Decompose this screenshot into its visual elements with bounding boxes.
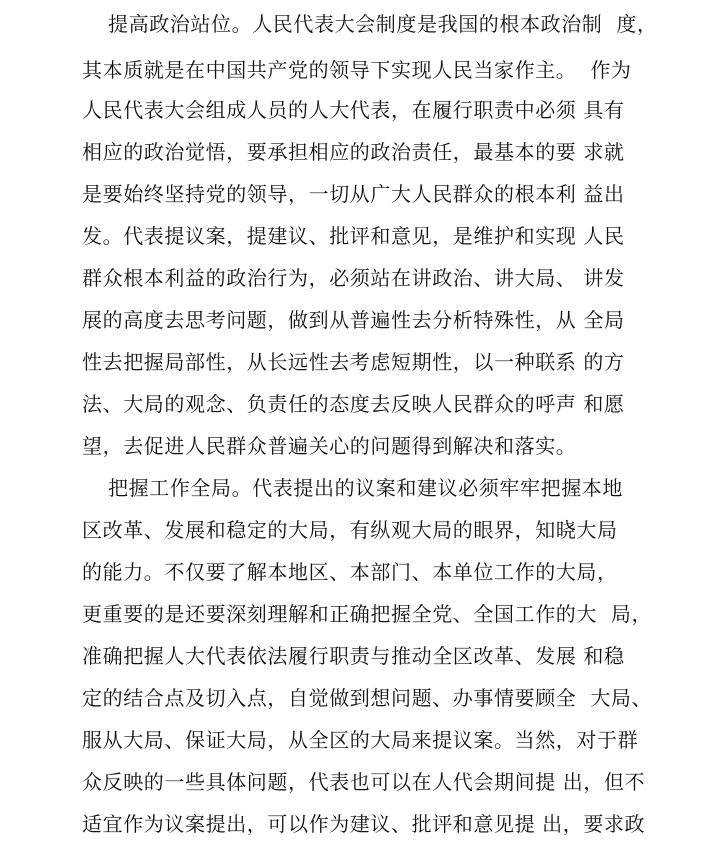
paragraph-2-line-3: 的能力。不仅要了解本地区、本部门、本单位工作的大局， <box>82 560 618 584</box>
paragraph-2-line-7: 服从大局、保证大局，从全区的大局来提议案。当然，对于群 <box>82 728 639 752</box>
paragraph-1-line-1: 提高政治站位。人民代表大会制度是我国的根本政治制 度， <box>108 12 658 36</box>
paragraph-2-line-6: 定的结合点及切入点，自觉做到想问题、办事情要顾全 大局、 <box>82 686 653 710</box>
paragraph-2-line-5: 准确把握人大代表依法履行职责与推动全区改革、发展 和稳 <box>82 644 625 668</box>
paragraph-1-line-5: 是要始终坚持党的领导，一切从广大人民群众的根本利 益出 <box>82 182 625 206</box>
paragraph-2-line-8: 众反映的一些具体问题，代表也可以在人代会期间提 出，但不 <box>82 770 646 794</box>
paragraph-1-line-4: 相应的政治觉悟，要承担相应的政治责任，最基本的要 求就 <box>82 140 625 164</box>
paragraph-1-line-2: 其本质就是在中国共产党的领导下实现人民当家作主。 作为 <box>82 58 632 82</box>
paragraph-1-line-7: 群众根本利益的政治行为，必须站在讲政治、讲大局、 讲发 <box>82 266 625 290</box>
paragraph-2-line-9: 适宜作为议案提出，可以作为建议、批评和意见提 出，要求政 <box>82 812 646 836</box>
paragraph-1-line-9: 性去把握局部性，从长远性去考虑短期性，以一种联系 的方 <box>82 350 625 374</box>
paragraph-1-line-8: 展的高度去思考问题，做到从普遍性去分析特殊性，从 全局 <box>82 308 625 332</box>
paragraph-1-line-3: 人民代表大会组成人员的人大代表，在履行职责中必须 具有 <box>82 98 625 122</box>
paragraph-1-line-11: 望，去促进人民群众普遍关心的问题得到解决和落实。 <box>82 434 577 458</box>
paragraph-1-line-6: 发。代表提议案，提建议、批评和意见，是维护和实现 人民 <box>82 224 625 248</box>
paragraph-2-line-1: 把握工作全局。代表提出的议案和建议必须牢牢把握本地 <box>108 476 623 500</box>
paragraph-2-line-4: 更重要的是还要深刻理解和正确把握全党、全国工作的大 局， <box>82 602 653 626</box>
paragraph-2-line-2: 区改革、发展和稳定的大局，有纵观大局的眼界，知晓大局 <box>82 518 618 542</box>
paragraph-1-line-10: 法、大局的观念、负责任的态度去反映人民群众的呼声 和愿 <box>82 392 625 416</box>
